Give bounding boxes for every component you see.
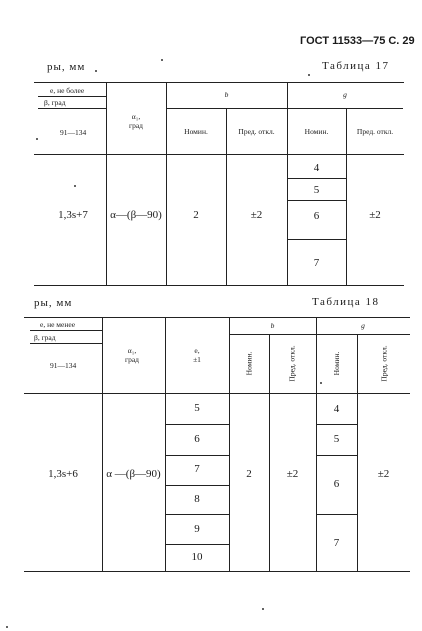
scan-speck (95, 70, 97, 72)
table-18-e1-value: 7 (194, 463, 200, 475)
table-18-col-e: е, не менее (40, 320, 76, 329)
scan-speck (161, 59, 163, 61)
table-18-b-nom-value: 2 (246, 468, 252, 480)
table-18-e-value: 1,3s+6 (48, 468, 78, 480)
table-18-col-g: g (361, 321, 365, 330)
table-18-alpha-value: α —(β—90) (106, 468, 161, 480)
table-18-col-beta-value: 91—134 (50, 361, 77, 370)
table-17-b-dev-header: Пред. откл. (238, 127, 275, 136)
scan-speck (36, 138, 38, 140)
table-18-b-dev-header: Пред. откл. (287, 345, 297, 382)
table-18-g-nom-header: Номин. (332, 351, 341, 376)
table-18-col-beta: β, град (34, 333, 56, 342)
table-18-col-b: b (270, 321, 275, 330)
table-17-g-value: 5 (313, 184, 320, 196)
table-17-g-value: 7 (313, 257, 320, 269)
table-17-col-beta: β, град (44, 98, 66, 107)
table-17-alpha-value: α—(β—90) (110, 209, 162, 221)
table-17-col-g: g (343, 90, 347, 99)
table-18-g-value: 7 (333, 537, 340, 549)
scan-speck (262, 608, 264, 610)
scan-speck (74, 185, 76, 187)
table-18-col-e1: e, ±1 (193, 346, 201, 364)
table-17-b-dev-value: ±2 (250, 209, 263, 221)
table-17-col-e: е, не более (50, 86, 85, 95)
table-18-left-caption: ры, мм (34, 297, 73, 309)
scan-speck (308, 74, 310, 76)
table-18-b-nom-header: Номин. (244, 351, 254, 376)
table-17-g-value: 6 (313, 210, 320, 222)
table-18-g-dev-value: ±2 (377, 468, 390, 480)
table-18-e1-value: 8 (194, 493, 200, 505)
table-18-g-value: 6 (333, 478, 340, 490)
table-18-e1-value: 9 (194, 523, 200, 535)
table-18-b-dev-value: ±2 (286, 468, 299, 480)
table-17-g-dev-value: ±2 (369, 209, 381, 221)
table-18-e1-value: 5 (194, 402, 200, 414)
table-18-e1-value: 6 (194, 433, 200, 445)
page-header: ГОСТ 11533—75 С. 29 (300, 35, 415, 47)
table-17-col-beta-value: 91—134 (60, 128, 87, 137)
scan-speck (320, 382, 322, 384)
table-17-b-nom-header: Номин. (184, 127, 208, 136)
table-17-g-dev-header: Пред. откл. (356, 127, 394, 136)
table-18-g-value: 5 (333, 433, 340, 445)
table-17-b-nom-value: 2 (193, 209, 199, 221)
table-17-g-value: 4 (313, 162, 320, 174)
table-18-title: Таблица 18 (312, 296, 380, 308)
table-18-col-alpha: α₁, град (125, 346, 139, 364)
table-17-left-caption: ры, мм (47, 61, 86, 73)
table-18-g-dev-header: Пред. откл. (379, 345, 389, 382)
table-17-col-b: b (224, 90, 229, 99)
table-17-col-alpha: α₁, град (129, 112, 143, 130)
table-17-title: Таблица 17 (322, 60, 390, 72)
scan-speck (6, 626, 8, 628)
table-17-e-value: 1,3s+7 (58, 209, 88, 221)
table-17-g-nom-header: Номин. (304, 127, 329, 136)
table-18-g-value: 4 (333, 403, 340, 415)
table-18-e1-value: 10 (191, 551, 203, 563)
